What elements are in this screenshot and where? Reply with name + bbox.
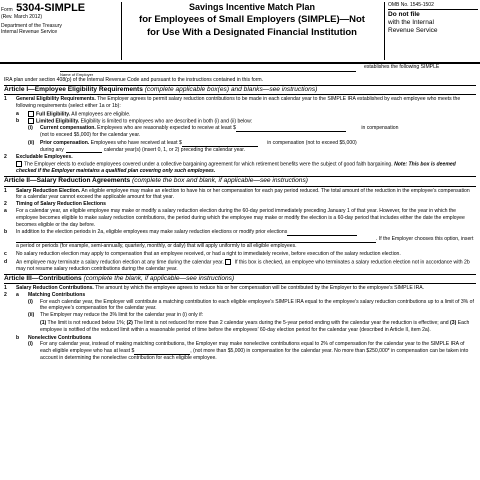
title-line-1: Savings Incentive Match Plan — [188, 2, 316, 12]
form-label: Form — [1, 7, 13, 13]
employer-name-caption: Name of Employer — [60, 72, 94, 77]
establishes-text: establishes the following SIMPLE — [364, 64, 440, 70]
full-eligibility-checkbox[interactable] — [28, 111, 34, 117]
limited-eligibility-checkbox[interactable] — [28, 118, 34, 124]
article-1-title: Article I—Employee Eligibility Requirements — [4, 85, 143, 93]
employer-name-field[interactable] — [60, 64, 356, 72]
article-3-subtitle: (complete the blank, if applicable—see instructions) — [83, 274, 235, 282]
form-revision: (Rev. March 2012) — [1, 14, 43, 20]
article-2-subtitle: (complete the box and blank, if applicable—see instructions) — [132, 177, 308, 185]
department-name: Department of the Treasury — [1, 23, 62, 29]
article-2-title: Article II—Salary Reduction Agreements — [4, 177, 131, 185]
article-2-heading — [4, 176, 476, 187]
a2-item-2a: a For a calendar year, an eligible employee may make or modify a salary reduction election during the 60-day period immediately preceding January 1 of that year. However, for the year in which the employee becomes eligible to make salary reduction contributions, the period during which the employee may make or modify the election is a 60-day period that includes either the date the employee becomes eligible or the day before. — [4, 207, 465, 228]
title-line-2: for Employees of Small Employers (SIMPLE)—Not — [139, 14, 365, 25]
a3-item-2b: b Nonelective Contributions — [16, 334, 92, 341]
form-number: 5304-SIMPLE — [16, 2, 86, 14]
article-3-heading — [4, 274, 476, 285]
election-period-field[interactable] — [287, 230, 357, 236]
agency-name: Internal Revenue Service — [1, 29, 58, 35]
form-id-block — [1, 2, 122, 60]
a1-item-1b-ii: (ii) Prior compensation. Employees who have received at least $ in compensation (not to exceed $5,000) during any calendar year(s) (insert 0, 1, or 2) preceding the calendar year. — [28, 139, 357, 153]
a1-item-1: 1 General Eligibility Requirements. The Employer agrees to permit salary reduction contributions to be made in each calendar year to the SIMPLE IRA established by each employee who meets the following requirements (select either 1a or 1b): — [4, 96, 461, 110]
a2-item-2c: c No salary reduction election may apply to compensation that an employee received, or had a right to immediately receive, before execution of the salary reduction election. — [4, 250, 401, 257]
a1-item-1b: b Limited Eligibility. Eligibility is limited to employees who are described in both (i) and (ii) below: — [16, 118, 253, 125]
a3-item-2a-ii-conditions: (1) The limit is not reduced below 1%; (2) The limit is not reduced for more than 2 calendar years during the 5-year period ending with the calendar year the reduction is effective; and (3) Each employee is notified of the reduced limit within a reasonable period of time before the employees’ 60-day election period for the calendar year (described in Article II, item 2a). — [40, 319, 470, 333]
a1-item-1a: a Full Eligibility. All employees are eligible. — [16, 111, 131, 118]
terminate-election-checkbox[interactable] — [225, 259, 231, 265]
form-body — [4, 64, 476, 362]
article-1-subtitle: (complete applicable box(es) and blanks—see instructions) — [144, 85, 318, 93]
a2-item-2: 2 Timing of Salary Reduction Elections — [4, 201, 106, 208]
a2-item-2d: d An employee may terminate a salary reduction election at any time during the calendar year. If this box is checked, an employee who terminates a salary reduction election not in accordance with 2b may not resume salary reduction contributions during the calendar year. — [4, 258, 470, 272]
title-line-3: for Use With a Designated Financial Institution — [147, 27, 357, 38]
a3-item-2a-ii: (ii) The Employer may reduce the 3% limit for the calendar year in (i) only if: — [28, 312, 204, 319]
do-not-file-line-2: with the Internal — [388, 19, 434, 26]
a3-item-2b-i: (i) For any calendar year, instead of making matching contributions, the Employer may make nonelective contributions equal to 2% of compensation for the calendar year to the SIMPLE IRA of each eligible employee who has at least $ , (not more than $5,000) in compensation for the calendar year. No more than $250,000* in compensation can be taken into account in determining the nonelective contribution for each eligible employee. — [28, 341, 469, 361]
do-not-file-line-3: Revenue Service — [388, 27, 438, 34]
current-compensation-field[interactable] — [236, 126, 346, 132]
form-title — [121, 2, 383, 39]
article-1-heading — [4, 85, 476, 96]
a3-item-1: 1 Salary Reduction Contributions. The amount by which the employee agrees to reduce his or her compensation will be contributed by the Employer to the employee’s SIMPLE IRA. — [4, 285, 425, 291]
omb-number: OMB No. 1545-1502 — [388, 2, 478, 10]
prior-years-field[interactable] — [66, 147, 102, 153]
a3-item-2a: 2 a Matching Contributions — [4, 291, 86, 298]
a1-item-1b-i: (i) Current compensation. Employees who are reasonably expected to receive at least $ in compensation (not to exceed $5,000) for the calendar year. — [28, 125, 399, 138]
a3-item-2a-i: (i) For each calendar year, the Employer will contribute a matching contribution to each eligible employee’s SIMPLE IRA equal to the employee’s salary reduction contributions up to a limit of 3% of the employee’s compensation for the calendar year. — [28, 298, 474, 312]
a1-item-2: 2 Excludable Employees. — [4, 154, 73, 161]
intro-text: IRA plan under section 408(p) of the Internal Revenue Code and pursuant to the instructions contained in this form. — [4, 77, 264, 83]
a2-item-2b: b In addition to the election periods in 2a, eligible employees may make salary reduction elections or modify prior elections . If the Employer chooses this option, insert a period or periods (for example, semi-annually, quarterly, monthly, or daily) that will apply uniformly to all eligible employees. — [4, 229, 474, 249]
exclude-bargaining-checkbox[interactable] — [16, 161, 22, 167]
form-header — [0, 0, 480, 64]
omb-block — [384, 2, 480, 60]
do-not-file-label: Do not file — [388, 11, 420, 18]
a1-item-2-text: The Employer elects to exclude employees covered under a collective bargaining agreement for which retirement benefits were the subject of good faith bargaining. Note: This box is deemed checked if the Employer maintains a qualified plan covering only such employees. — [16, 161, 456, 175]
article-3-title: Article III—Contributions — [4, 274, 82, 282]
a2-item-1: 1 Salary Reduction Election. An eligible employee may make an election to have his or her compensation for each pay period reduced. The total amount of the reduction in the employee’s compensation for a calendar year cannot exceed the applicable amount for that year. — [4, 187, 470, 201]
